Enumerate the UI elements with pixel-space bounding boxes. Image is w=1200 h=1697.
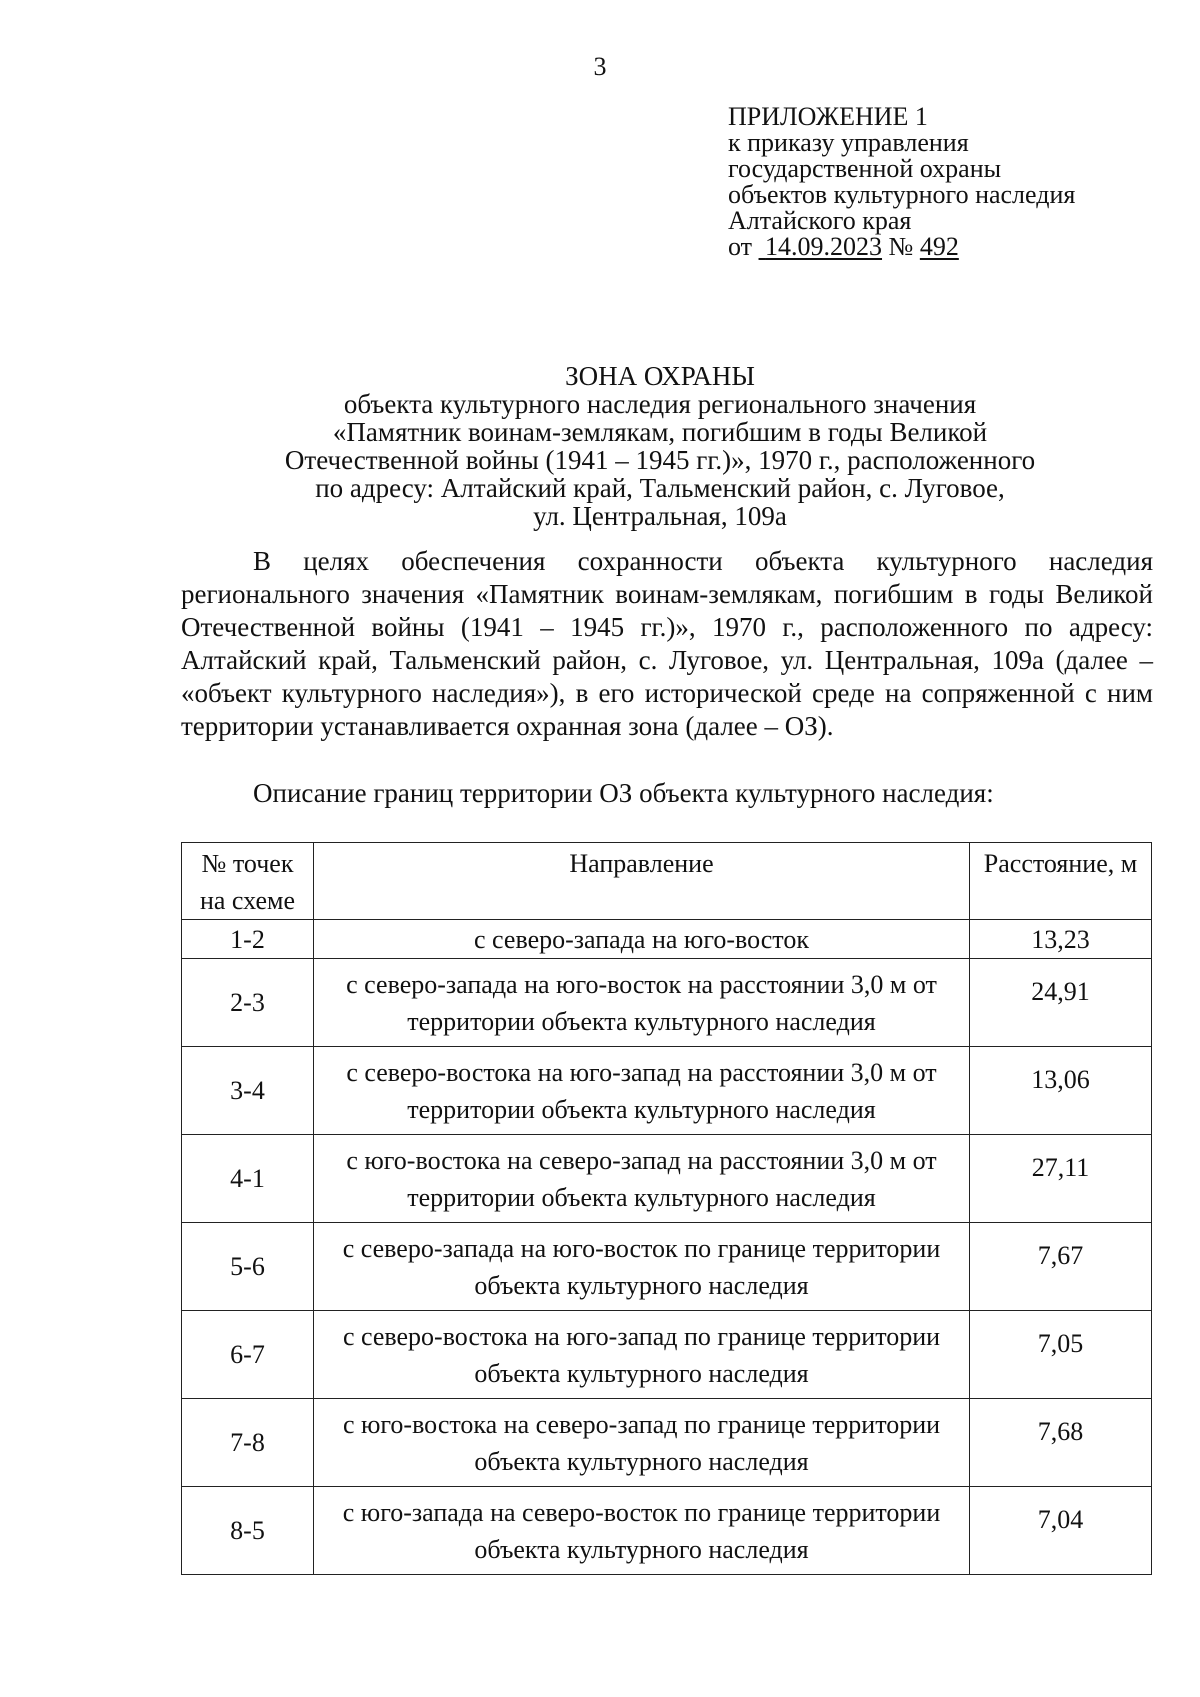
- order-date: 14.09.2023: [765, 232, 883, 261]
- zone-heading: ЗОНА ОХРАНЫ: [565, 361, 755, 391]
- zone-title-line: по адресу: Алтайский край, Тальменский район, с. Луговое,: [315, 473, 1005, 503]
- intro-paragraph: В целях обеспечения сохранности объекта культурного наследия регионального значения «Памятник воинам-землякам, погибшим в годы Великой Отечественной войны (1941 – 1945 гг.)», 1970 г., расположенного по адресу: Алтайский край, Тальменский район, с. Луговое, ул. Центральная, 109а (далее – «объект культурного наследия»), в его исторической среде на сопряженной с ним территории устанавливается охранная зона (далее – ОЗ).: [181, 546, 1153, 741]
- cell-direction: с юго-востока на северо-запад на расстоянии 3,0 м от территории объекта культурного наследия: [314, 1135, 970, 1223]
- cell-points: 2-3: [182, 959, 314, 1047]
- table-row: [182, 1047, 1152, 1135]
- appendix-line: государственной охраны: [728, 154, 1002, 183]
- appendix-title: ПРИЛОЖЕНИЕ 1: [728, 102, 928, 131]
- cell-distance: 7,04: [970, 1487, 1152, 1575]
- table-row: [182, 1135, 1152, 1223]
- cell-direction: с юго-запада на северо-восток по границе территории объекта культурного наследия: [314, 1487, 970, 1575]
- table-row: [182, 1311, 1152, 1399]
- page-number: 3: [593, 52, 607, 81]
- appendix-date-line: [728, 234, 1075, 260]
- table-header-row: [182, 843, 1152, 920]
- appendix-line: Алтайского края: [728, 206, 912, 235]
- cell-points: 6-7: [182, 1311, 314, 1399]
- cell-direction: с северо-запада на юго-восток: [314, 920, 970, 959]
- cell-distance: 7,67: [970, 1223, 1152, 1311]
- cell-points: 1-2: [182, 920, 314, 959]
- date-prefix: от: [728, 232, 753, 261]
- cell-points: 4-1: [182, 1135, 314, 1223]
- header-distance: Расстояние, м: [970, 843, 1152, 920]
- cell-distance: 13,23: [970, 920, 1152, 959]
- cell-direction: с северо-запада на юго-восток по границе территории объекта культурного наследия: [314, 1223, 970, 1311]
- order-number: 492: [919, 232, 959, 261]
- cell-direction: с северо-востока на юго-запад на расстоянии 3,0 м от территории объекта культурного наследия: [314, 1047, 970, 1135]
- cell-direction: с юго-востока на северо-запад по границе территории объекта культурного наследия: [314, 1399, 970, 1487]
- zone-title-line: объекта культурного наследия регионального значения: [343, 389, 977, 419]
- header-points: № точек на схеме: [182, 843, 314, 920]
- cell-points: 8-5: [182, 1487, 314, 1575]
- zone-title-line: Отечественной войны (1941 – 1945 гг.)», 1970 г., расположенного: [284, 445, 1036, 475]
- table-caption: Описание границ территории ОЗ объекта культурного наследия:: [253, 778, 994, 808]
- cell-direction: с северо-запада на юго-восток на расстоянии 3,0 м от территории объекта культурного наследия: [314, 959, 970, 1047]
- table-row: [182, 959, 1152, 1047]
- zone-title-line: ул. Центральная, 109а: [533, 501, 787, 531]
- table-row: [182, 1399, 1152, 1487]
- table-row: [182, 1487, 1152, 1575]
- cell-distance: 24,91: [970, 959, 1152, 1047]
- boundaries-table: [181, 842, 1152, 1575]
- table-row: [182, 1223, 1152, 1311]
- zone-title-block: [0, 362, 1200, 530]
- cell-distance: 7,05: [970, 1311, 1152, 1399]
- cell-points: 7-8: [182, 1399, 314, 1487]
- cell-points: 3-4: [182, 1047, 314, 1135]
- table-row: [182, 920, 1152, 959]
- cell-distance: 7,68: [970, 1399, 1152, 1487]
- cell-distance: 27,11: [970, 1135, 1152, 1223]
- zone-title-line: «Памятник воинам-землякам, погибшим в годы Великой: [332, 417, 988, 447]
- appendix-line: объектов культурного наследия: [728, 180, 1076, 209]
- header-direction: Направление: [314, 843, 970, 920]
- cell-distance: 13,06: [970, 1047, 1152, 1135]
- cell-direction: с северо-востока на юго-запад по границе территории объекта культурного наследия: [314, 1311, 970, 1399]
- appendix-line: к приказу управления: [728, 128, 969, 157]
- number-sign: №: [888, 232, 914, 261]
- cell-points: 5-6: [182, 1223, 314, 1311]
- appendix-block: [728, 104, 1075, 260]
